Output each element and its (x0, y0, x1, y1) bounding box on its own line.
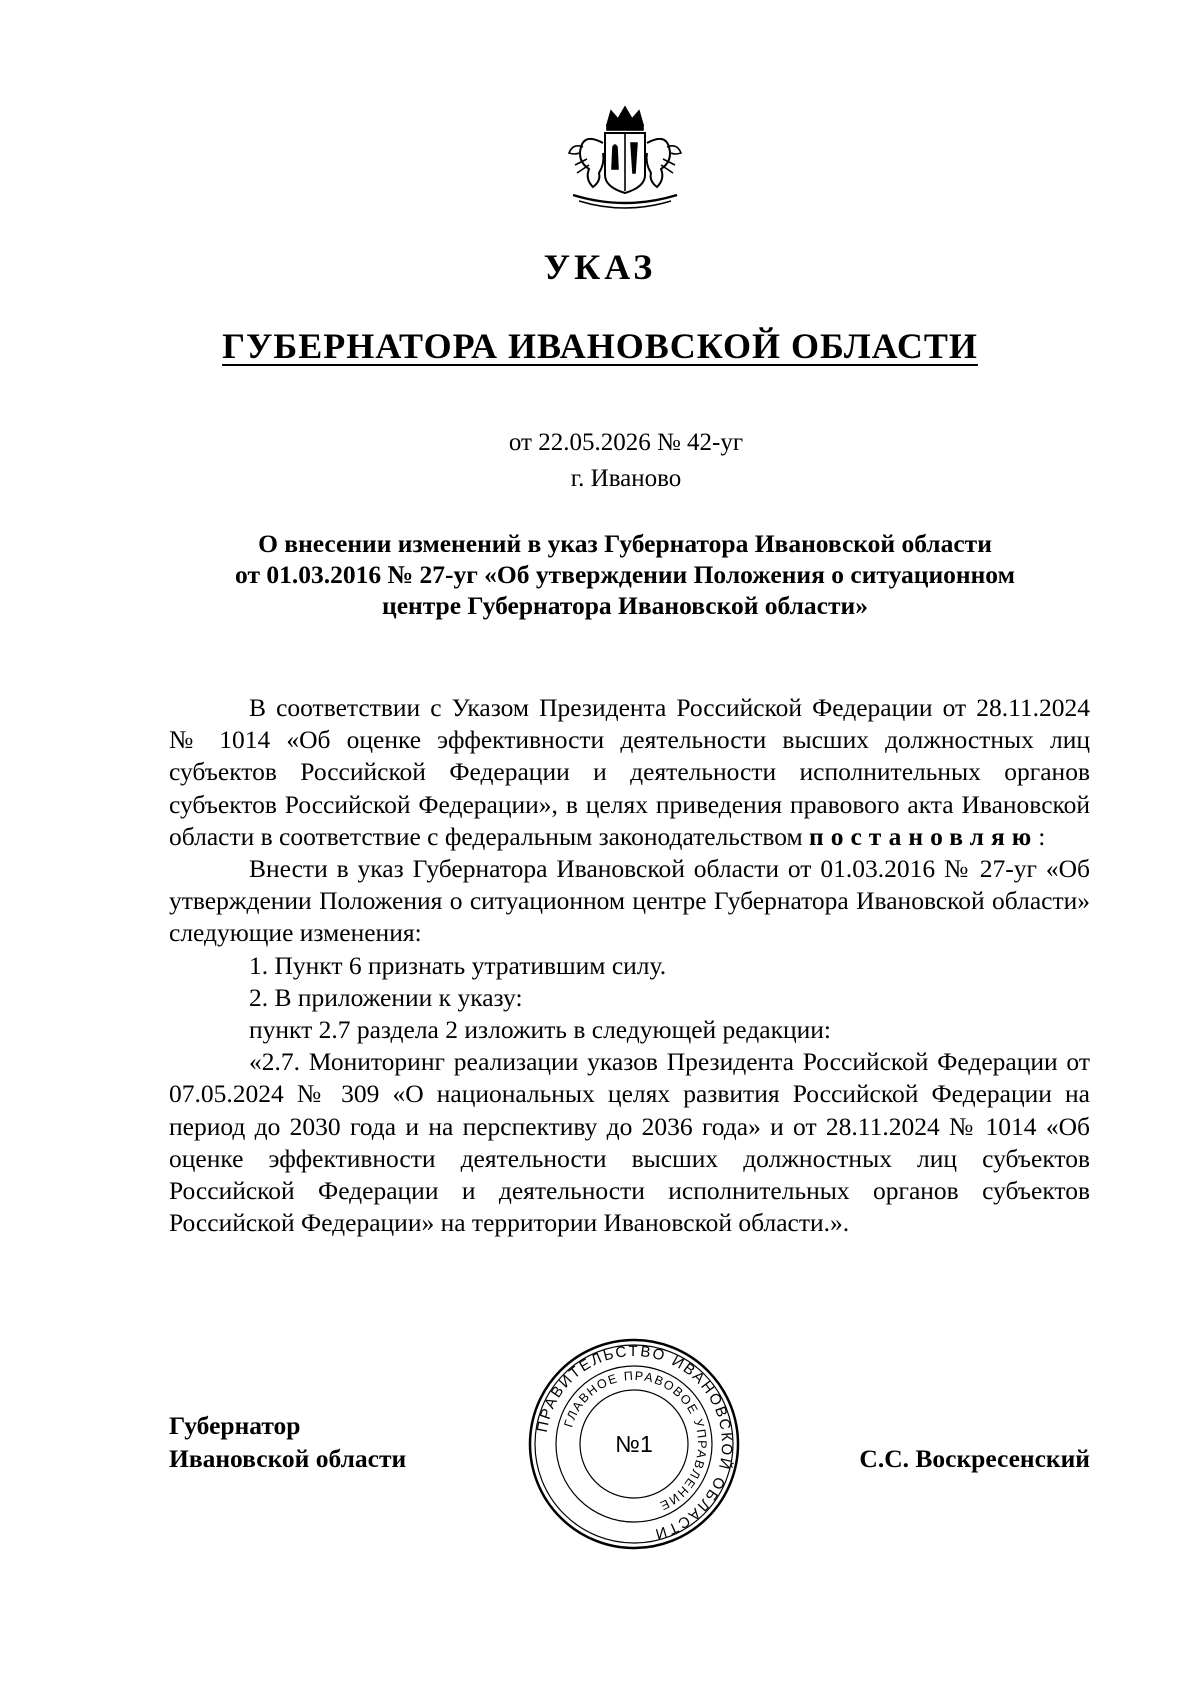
signer-position (169, 1409, 406, 1475)
document-city: г. Иваново (570, 465, 682, 492)
issuer-title-text: ГУБЕРНАТОРА ИВАНОВСКОЙ ОБЛАСТИ (222, 326, 978, 366)
item-2-sub-paragraph: пункт 2.7 раздела 2 изложить в следующей редакции: (249, 1015, 831, 1045)
stamp-inner-text: ГЛАВНОЕ ПРАВОВОЕ УПРАВЛЕНИЕ (561, 1368, 710, 1514)
subject-line: от 01.03.2016 № 27-уг «Об утверждении Положения о ситуационном (235, 560, 1015, 589)
quoted-paragraph: «2.7. Мониторинг реализации указов Президента Российской Федерации от 07.05.2024 № 309 «О национальных целях развития Российской Федерации на период до 2030 года и на перспективу до 2036 года» и от 28.11.2024 № 1014 «Об оценке эффективности деятельности высших должностных лиц субъектов Российской Федерации и деятельности исполнительных органов субъектов Российской Федерации» на территории Ивановской области.». (169, 1047, 1090, 1238)
preamble-paragraph (169, 692, 1090, 853)
signer-position-line: Ивановской области (169, 1444, 407, 1473)
decree-word: постановляю (809, 821, 1039, 851)
main-clause-paragraph: Внести в указ Губернатора Ивановской области от 01.03.2016 № 27-уг «Об утверждении Положения о ситуационном центре Губернатора Ивановской области» следующие изменения: (169, 854, 1090, 948)
document-subject (150, 528, 1100, 621)
decree-colon: : (1038, 821, 1046, 851)
signer-name: С.С. Воскресенский (859, 1444, 1090, 1473)
stamp-number: №1 (615, 1431, 653, 1457)
coat-of-arms-icon (555, 103, 695, 213)
official-stamp-icon (527, 1337, 741, 1551)
preamble-text: В соответствии с Указом Президента Российской Федерации от 28.11.2024 № 1014 «Об оценке эффективности деятельности высших должностных лиц субъектов Российской Федерации и деятельности исполнительных органов субъектов Российской Федерации», в целях приведения правового акта Ивановской области в соответствие с федеральным законодательством (169, 693, 1090, 851)
issuer-title (0, 325, 1200, 367)
item-1-paragraph: 1. Пункт 6 признать утратившим силу. (249, 950, 667, 980)
subject-line: центре Губернатора Ивановской области» (382, 591, 868, 620)
document-type-title: УКАЗ (543, 247, 657, 287)
document-body (169, 692, 1090, 1239)
stamp-outer-text: ПРАВИТЕЛЬСТВО ИВАНОВСКОЙ ОБЛАСТИ (533, 1342, 736, 1543)
subject-line: О внесении изменений в указ Губернатора Ивановской области (258, 529, 992, 558)
document-date-number: от 22.05.2026 № 42-уг (508, 429, 744, 456)
signer-position-line: Губернатор (169, 1411, 301, 1440)
item-2-paragraph: 2. В приложении к указу: (249, 982, 523, 1012)
